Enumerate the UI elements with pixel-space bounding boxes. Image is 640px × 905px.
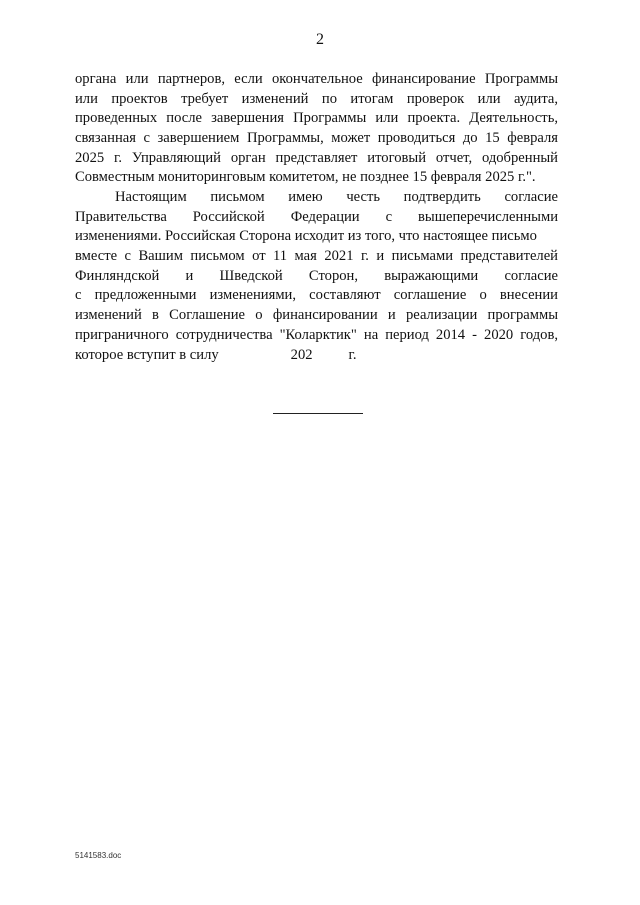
paragraph-line: Правительства Российской Федерации с вышеперечисленными (75, 208, 558, 225)
paragraph-line: изменений в Соглашение о финансировании и реализации программы (75, 307, 558, 324)
page-number: 2 (316, 31, 324, 48)
paragraph-2 (75, 188, 558, 365)
paragraph-line: Настоящим письмом имею честь подтвердить согласие (115, 189, 558, 205)
paragraph-1 (75, 70, 558, 188)
paragraph-line: приграничного сотрудничества "Коларктик" на период 2014 - 2020 годов, (75, 326, 558, 343)
paragraph-line: или проектов требует изменений по итогам проверок или аудита, (75, 90, 558, 107)
effective-date-text: которое вступит в силу (75, 346, 219, 363)
effective-date-year: 202 (290, 346, 313, 363)
effective-date-year-suffix: г. (348, 346, 357, 363)
paragraph-line: с предложенными изменениями, составляют соглашение о внесении (75, 287, 558, 304)
paragraph-line: связанная с завершением Программы, может проводиться до 15 февраля (75, 130, 558, 147)
document-reference: 5141583.doc (75, 851, 122, 860)
paragraph-line: вместе с Вашим письмом от 11 мая 2021 г. и письмами представителей (75, 248, 558, 265)
paragraph-line: Совместным мониторинговым комитетом, не позднее 15 февраля 2025 г.". (75, 169, 536, 186)
effective-date-line (75, 346, 558, 366)
paragraph-line: проведенных после завершения Программы или проекта. Деятельность, (75, 110, 558, 127)
paragraph-line: Финляндской и Шведской Сторон, выражающими согласие (75, 267, 558, 284)
closing-divider (273, 413, 363, 414)
paragraph-line: органа или партнеров, если окончательное финансирование Программы (75, 71, 558, 87)
paragraph-line: изменениями. Российская Сторона исходит из того, что настоящее письмо (75, 228, 537, 245)
paragraph-line: 2025 г. Управляющий орган представляет итоговый отчет, одобренный (75, 149, 558, 166)
